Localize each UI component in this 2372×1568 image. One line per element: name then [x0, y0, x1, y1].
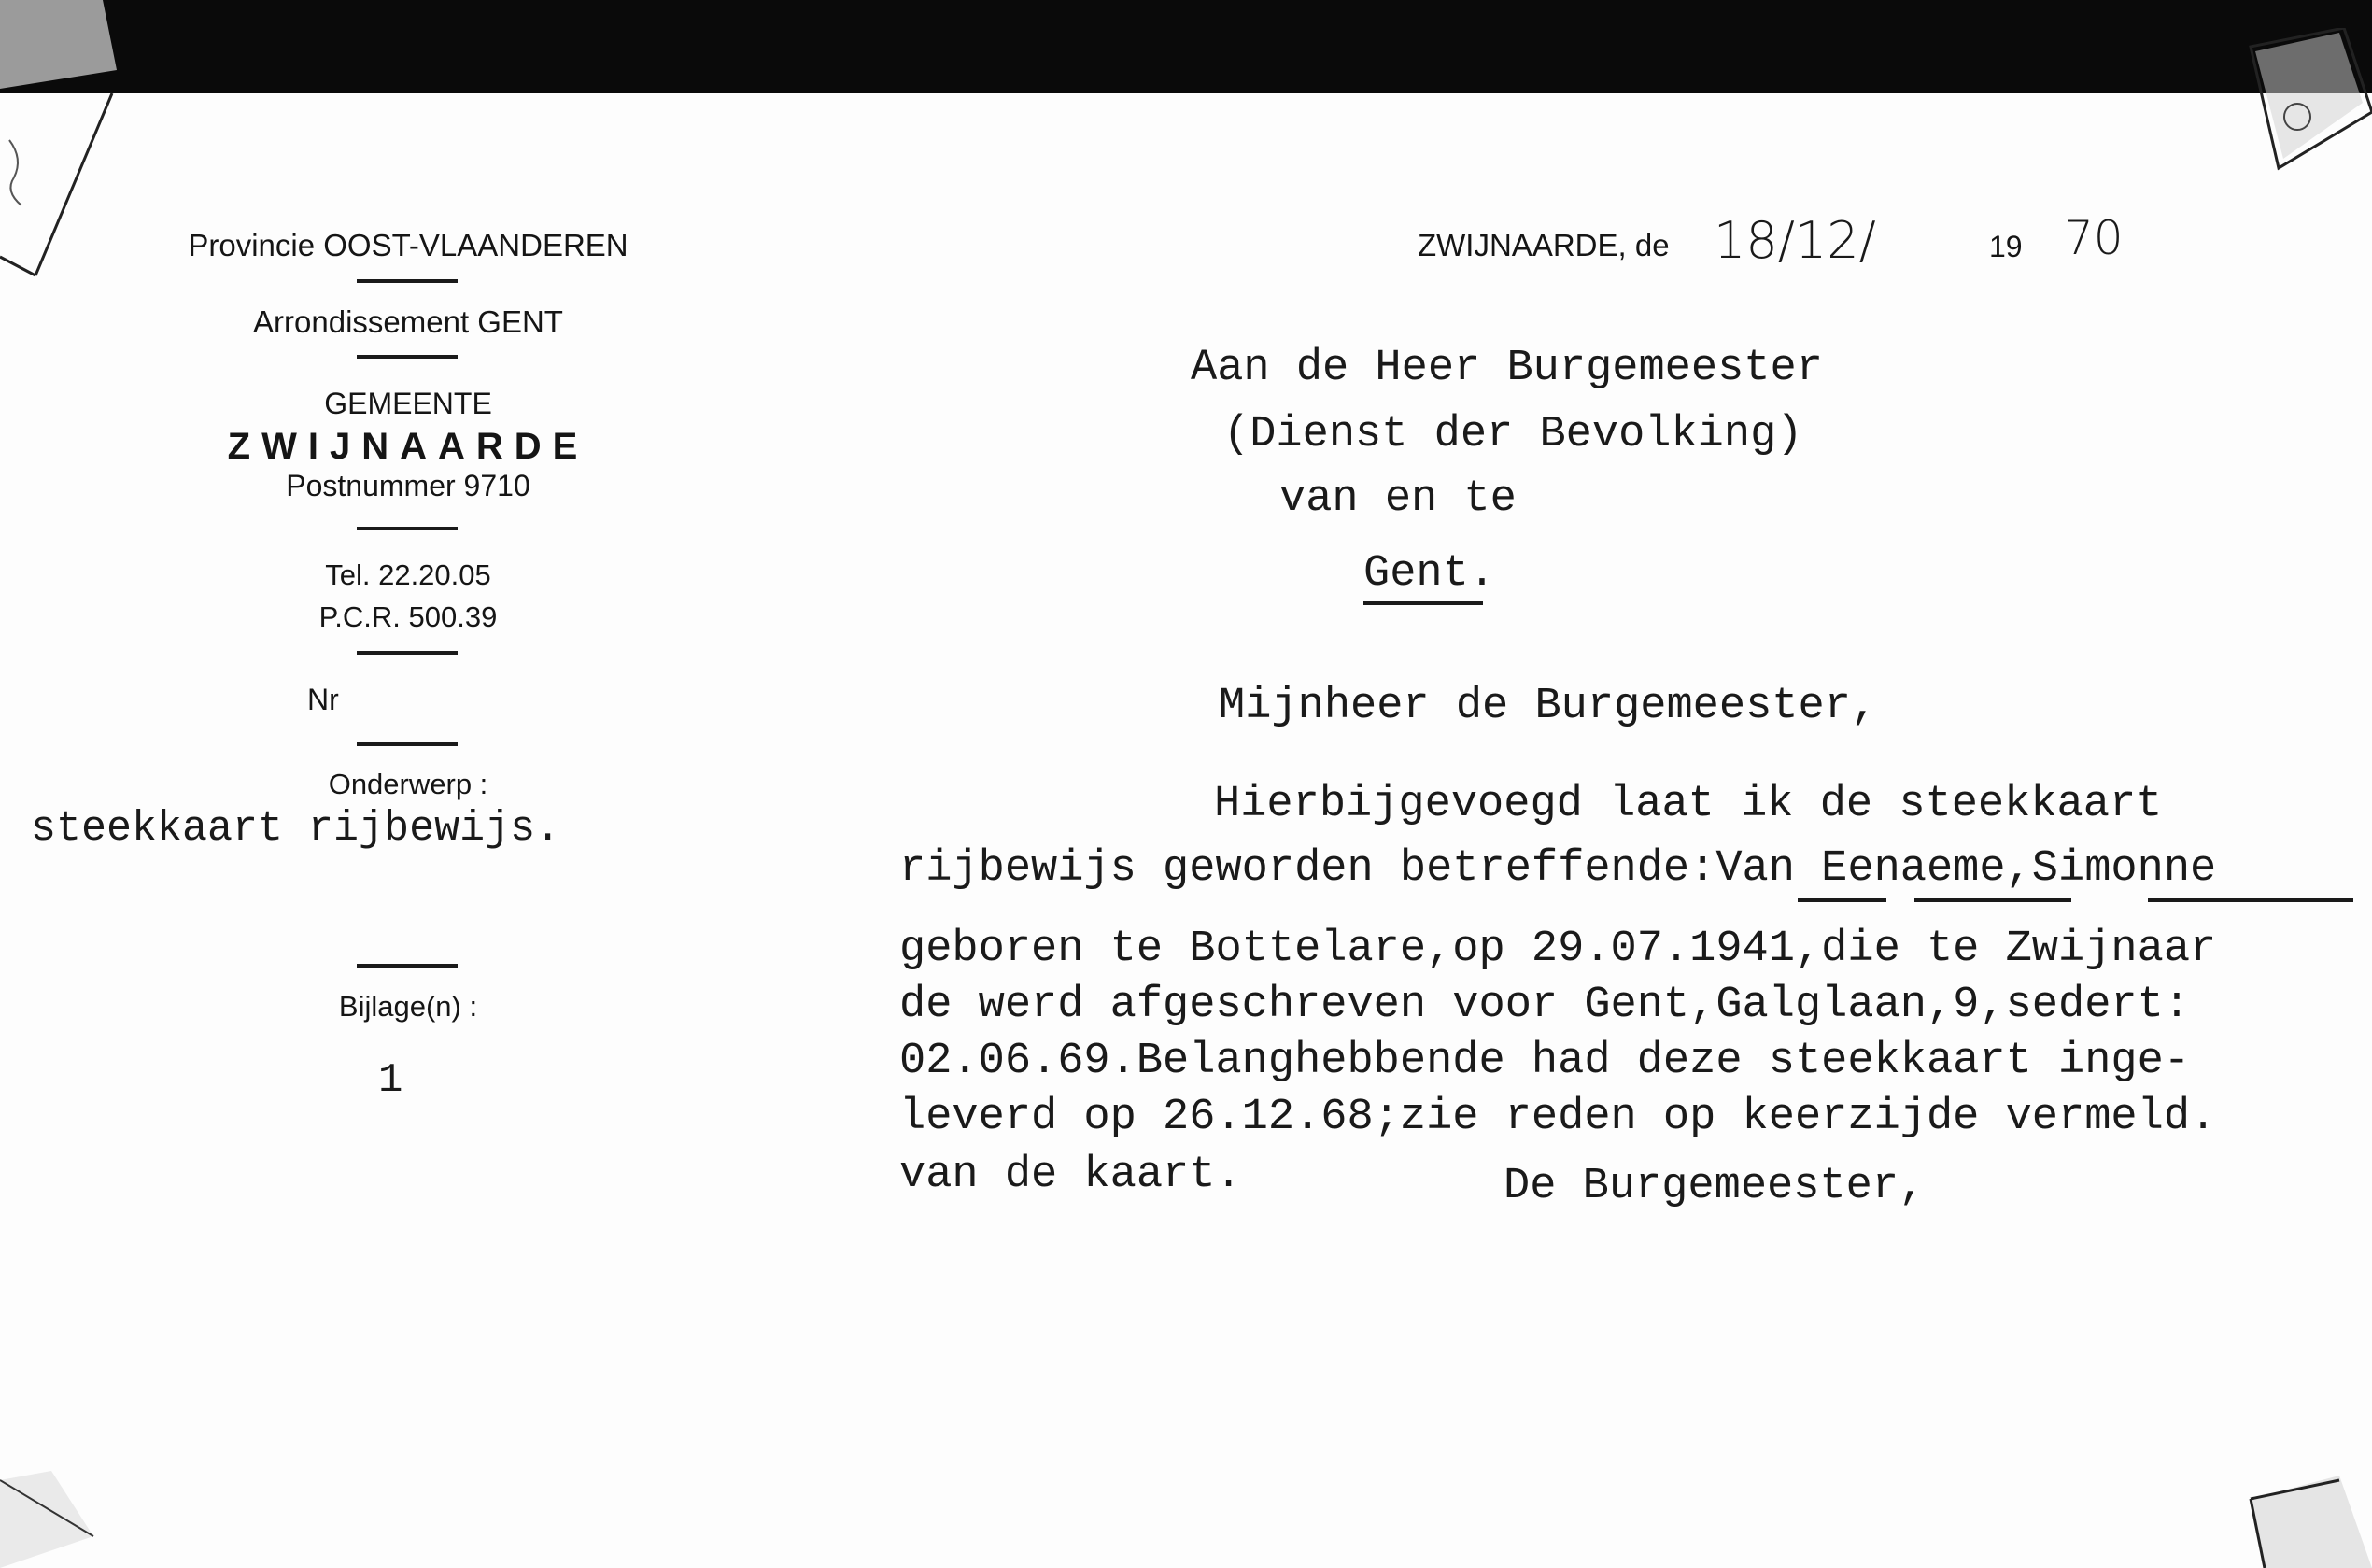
date-century: 19: [1989, 230, 2023, 263]
body-line-3: geboren te Bottelare,op 29.07.1941,die te Zwijnaar: [899, 925, 2217, 974]
district-label: Arrondissement GENT: [253, 304, 563, 339]
reference-number-label: Nr: [307, 683, 339, 716]
name-underline: [1914, 898, 2071, 902]
subject-label: Onderwerp :: [328, 768, 488, 800]
body-line-7: van de kaart.: [899, 1151, 1242, 1200]
municipality-label: GEMEENTE: [324, 387, 492, 420]
body-line-1: Hierbijgevoegd laat ik de steekkaart: [1214, 780, 2163, 829]
corner-mark-bottom-left: [0, 1471, 103, 1568]
attachments-label: Bijlage(n) :: [338, 990, 478, 1023]
body-line-6: leverd op 26.12.68;zie reden op keerzijde vermeld.: [899, 1093, 2217, 1142]
divider: [357, 355, 458, 359]
phone-number: Tel. 22.20.05: [325, 558, 491, 591]
date-year: 70: [2064, 211, 2124, 265]
body-line-2: rijbewijs geworden betreffende:Van Eenaeme,Simonne: [899, 844, 2217, 894]
divider: [357, 651, 458, 655]
name-underline: [1798, 898, 1886, 902]
salutation: Mijnheer de Burgemeester,: [1219, 682, 1878, 731]
body-line-4: de werd afgeschreven voor Gent,Galglaan,9,sedert:: [899, 981, 2191, 1030]
recipient-line-2: (Dienst der Bevolking): [1223, 410, 1803, 459]
corner-mark-bottom-right: [2237, 1476, 2372, 1568]
body-line-5: 02.06.69.Belanghebbende had deze steekkaart inge-: [899, 1037, 2191, 1086]
municipality-name: ZWIJNAARDE: [227, 426, 589, 467]
scan-top-border: [0, 0, 2372, 93]
date-place-label: ZWIJNAARDE, de: [1418, 228, 1670, 262]
recipient-line-1: Aan de Heer Burgemeester: [1191, 344, 1823, 393]
recipient-line-3: van en te: [1279, 474, 1517, 524]
corner-mark-top-right: [2241, 28, 2372, 177]
attachments-value: 1: [378, 1057, 403, 1104]
date-day-month: 18/12/: [1714, 211, 1876, 270]
corner-mark-top-left: [0, 0, 121, 290]
divider: [357, 964, 458, 968]
recipient-city-underline: [1363, 601, 1483, 605]
pcr-number: P.C.R. 500.39: [318, 600, 498, 633]
divider: [357, 527, 458, 530]
province-label: Provincie OOST-VLAANDEREN: [188, 228, 628, 262]
name-underline: [2148, 898, 2353, 902]
divider: [357, 742, 458, 746]
closing-signature: De Burgemeester,: [1504, 1162, 1926, 1211]
subject-value: steekkaart rijbewijs.: [31, 805, 561, 853]
divider: [357, 279, 458, 283]
recipient-line-4: Gent.: [1363, 549, 1496, 599]
postcode-label: Postnummer 9710: [286, 469, 530, 502]
